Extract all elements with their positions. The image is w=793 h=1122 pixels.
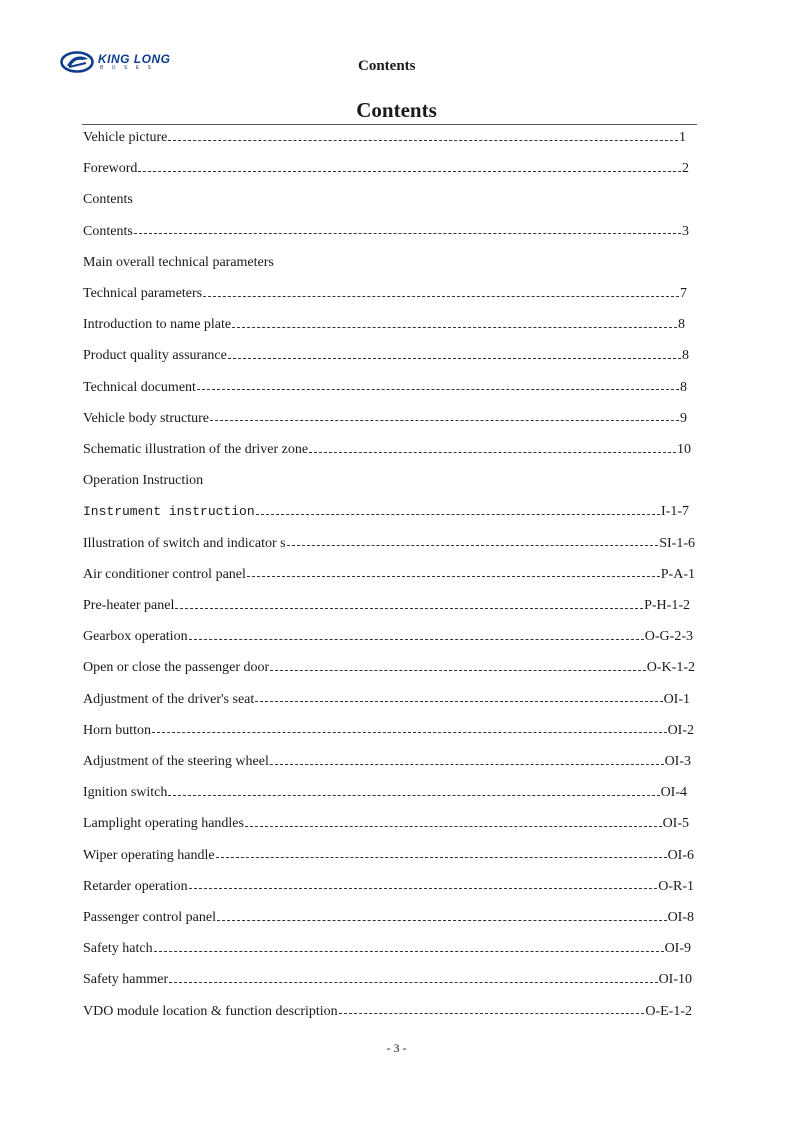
- toc-dot-leader: [309, 452, 676, 453]
- toc-entry: [83, 877, 694, 897]
- toc-entry: [83, 721, 694, 741]
- toc-entry-page: OI-4: [660, 785, 687, 801]
- toc-entry: [83, 658, 695, 678]
- toc-dot-leader: [168, 795, 659, 796]
- toc-entry-page: 10: [677, 442, 691, 457]
- toc-entry-label: Horn button: [83, 722, 152, 738]
- toc-entry-label: Pre-heater panel: [83, 598, 175, 613]
- toc-entry-page: 2: [682, 161, 689, 177]
- toc-entry: [83, 409, 687, 429]
- toc-entry-label: Product quality assurance: [83, 348, 227, 364]
- toc-entry-label: Instrument instruction: [83, 504, 255, 520]
- toc-entry: [83, 284, 687, 304]
- toc-entry-page: OI-9: [664, 941, 691, 957]
- toc-entry-label: Main overall technical parameters: [83, 254, 274, 270]
- toc-entry-page: P-A-1: [660, 566, 695, 582]
- toc-entry-page: OI-2: [667, 722, 694, 738]
- toc-entry: [83, 846, 694, 866]
- toc-dot-leader: [245, 826, 662, 827]
- toc-dot-leader: [210, 420, 679, 421]
- toc-entry-label: Vehicle body structure: [83, 410, 209, 426]
- toc-entry: [83, 253, 274, 273]
- toc-entry: [83, 1002, 692, 1022]
- toc-entry-page: O-K-1-2: [646, 660, 695, 676]
- toc-entry-page: 8: [680, 379, 687, 395]
- toc-entry-label: Vehicle picture: [83, 130, 168, 145]
- toc-entry-page: I-1-7: [661, 504, 689, 520]
- toc-entry-page: P-H-1-2: [644, 598, 690, 613]
- toc-dot-leader: [216, 857, 667, 858]
- toc-entry: [83, 128, 686, 148]
- toc-entry: [83, 814, 689, 834]
- toc-dot-leader: [270, 764, 664, 765]
- toc-entry: [83, 783, 687, 803]
- toc-entry-page: 8: [682, 348, 689, 364]
- toc-entry-label: VDO module location & function description: [83, 1003, 338, 1019]
- toc-entry: [83, 627, 693, 647]
- header-title: Contents: [358, 58, 416, 74]
- toc-entry-label: Schematic illustration of the driver zone: [83, 442, 309, 457]
- toc-entry: [83, 596, 690, 616]
- toc-dot-leader: [175, 608, 643, 609]
- toc-entry: [83, 939, 691, 959]
- toc-dot-leader: [228, 358, 681, 359]
- toc-entry-page: 8: [678, 317, 685, 333]
- toc-entry-page: 7: [680, 286, 687, 301]
- toc-dot-leader: [270, 670, 646, 671]
- toc-entry: [83, 970, 692, 990]
- toc-entry: [83, 752, 691, 772]
- toc-entry: [83, 690, 690, 710]
- page-number: - 3 -: [386, 1041, 407, 1055]
- toc-entry-page: OI-5: [662, 816, 689, 832]
- toc-dot-leader: [217, 920, 667, 921]
- toc-entry-label: Safety hatch: [83, 941, 153, 957]
- toc-entry-page: 9: [680, 410, 687, 426]
- toc-entry: [83, 534, 695, 554]
- toc-entry-page: 3: [682, 223, 689, 239]
- toc-entry-page: OI-6: [667, 847, 694, 863]
- toc-dot-leader: [189, 888, 658, 889]
- toc-entry-label: Air conditioner control panel: [83, 566, 246, 582]
- toc-entry: [83, 159, 689, 179]
- toc-entry: [83, 378, 687, 398]
- toc-dot-leader: [287, 545, 659, 546]
- toc-entry-label: Introduction to name plate: [83, 317, 232, 333]
- toc-dot-leader: [256, 514, 660, 515]
- toc-entry-label: Wiper operating handle: [83, 847, 215, 863]
- toc-entry-page: SI-1-6: [659, 535, 695, 551]
- toc-entry-page: O-E-1-2: [645, 1003, 692, 1019]
- toc-entry-label: Gearbox operation: [83, 629, 188, 645]
- toc-entry-page: O-G-2-3: [644, 629, 693, 645]
- toc-entry-label: Lamplight operating handles: [83, 816, 244, 832]
- toc-entry-page: OI-3: [664, 754, 691, 769]
- toc-dot-leader: [138, 171, 681, 172]
- toc-entry: [83, 502, 689, 522]
- toc-entry-label: Open or close the passenger door: [83, 660, 270, 676]
- page-title: Contents: [356, 98, 437, 122]
- toc-entry: [83, 190, 133, 210]
- toc-entry: [83, 908, 694, 928]
- king-long-logo: [60, 51, 171, 73]
- toc-dot-leader: [339, 1013, 645, 1014]
- toc-entry: [83, 315, 685, 335]
- toc-entry-label: Safety hammer: [83, 972, 169, 988]
- toc-entry: [83, 346, 689, 366]
- toc-entry-label: Operation Instruction: [83, 473, 204, 489]
- toc-entry-label: Adjustment of the driver's seat: [83, 691, 255, 707]
- toc-entry-label: Technical parameters: [83, 286, 203, 301]
- toc-dot-leader: [154, 951, 664, 952]
- toc-entry-label: Technical document: [83, 379, 196, 395]
- header-divider: [82, 124, 697, 125]
- king-long-logo-mark: [60, 51, 94, 73]
- toc-entry-label: Illustration of switch and indicator s: [83, 535, 286, 551]
- toc-dot-leader: [152, 732, 667, 733]
- toc-entry-page: OI-8: [667, 910, 694, 925]
- toc-entry-label: Adjustment of the steering wheel: [83, 754, 269, 769]
- toc-entry-label: Retarder operation: [83, 878, 188, 894]
- toc-entry-label: Contents: [83, 192, 133, 208]
- logo-subtitle: BUSES: [100, 65, 160, 71]
- toc-entry: [83, 440, 691, 460]
- toc-dot-leader: [203, 296, 679, 297]
- toc-entry-page: O-R-1: [658, 878, 694, 894]
- toc-dot-leader: [169, 982, 657, 983]
- toc-entry-label: Passenger control panel: [83, 910, 216, 925]
- toc-entry-page: OI-1: [663, 691, 690, 707]
- logo-name: KING LONG: [98, 52, 171, 66]
- toc-entry-label: Foreword: [83, 161, 138, 177]
- toc-entry-page: 1: [679, 130, 686, 145]
- toc-entry: [83, 565, 695, 585]
- toc-entry: [83, 222, 689, 242]
- toc-dot-leader: [168, 140, 678, 141]
- toc-dot-leader: [247, 576, 660, 577]
- toc-dot-leader: [232, 327, 677, 328]
- toc-entry-label: Ignition switch: [83, 785, 168, 801]
- toc-dot-leader: [134, 233, 681, 234]
- toc-entry-page: OI-10: [658, 972, 692, 988]
- toc-entry-label: Contents: [83, 223, 133, 239]
- page-header: [60, 48, 697, 78]
- toc-entry: [83, 471, 203, 491]
- toc-dot-leader: [197, 389, 679, 390]
- toc-dot-leader: [189, 639, 644, 640]
- toc-dot-leader: [255, 701, 662, 702]
